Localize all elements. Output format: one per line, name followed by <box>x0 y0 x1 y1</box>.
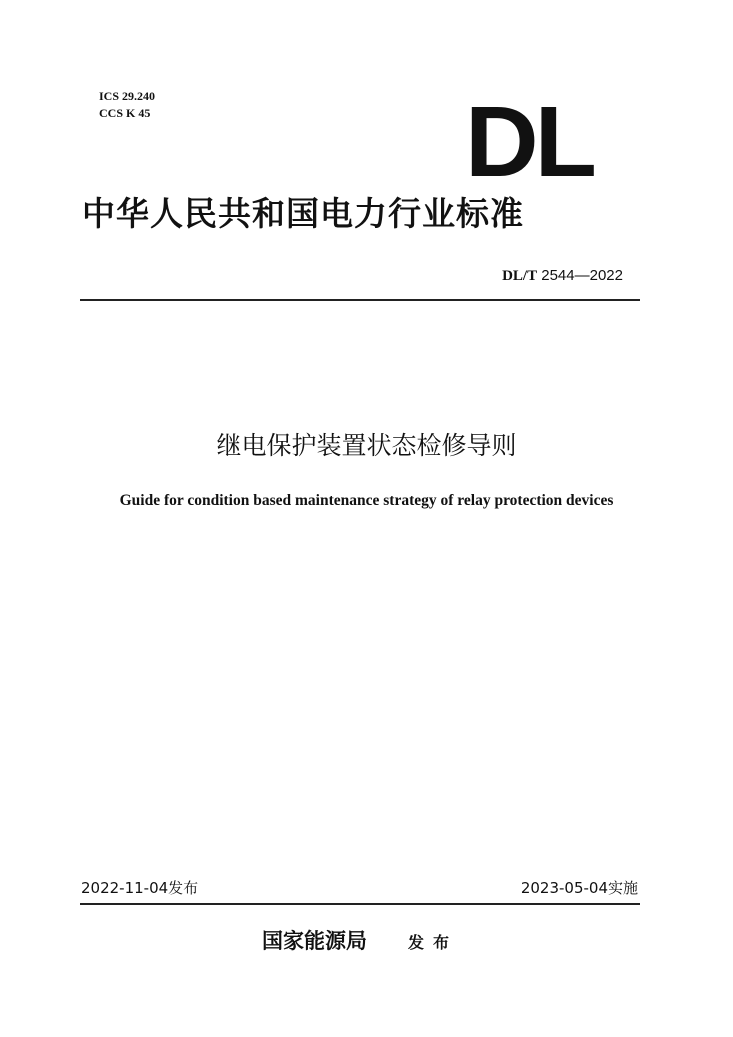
standard-prefix: DL/T <box>502 268 538 284</box>
standard-number <box>502 266 623 286</box>
implementation-date: 2023-05-04实施 <box>520 879 638 897</box>
top-divider <box>80 299 640 301</box>
ics-code: ICS 29.240 <box>99 89 156 103</box>
issuer-name: 国家能源局 <box>262 929 367 953</box>
classification-codes <box>99 88 155 122</box>
release-date: 2022-11-04发布 <box>81 879 199 897</box>
issue-action: 发布 <box>408 933 459 952</box>
ccs-code: CCS K 45 <box>99 106 151 120</box>
english-title: Guide for condition based maintenance strategy of relay protection devices <box>119 492 614 509</box>
bottom-divider <box>80 903 640 905</box>
industry-standard-title: 中华人民共和国电力行业标准 <box>82 194 524 233</box>
dl-logo: DL <box>465 86 593 198</box>
standard-code: 2544—2022 <box>541 267 623 284</box>
chinese-title: 继电保护装置状态检修导则 <box>216 431 517 460</box>
